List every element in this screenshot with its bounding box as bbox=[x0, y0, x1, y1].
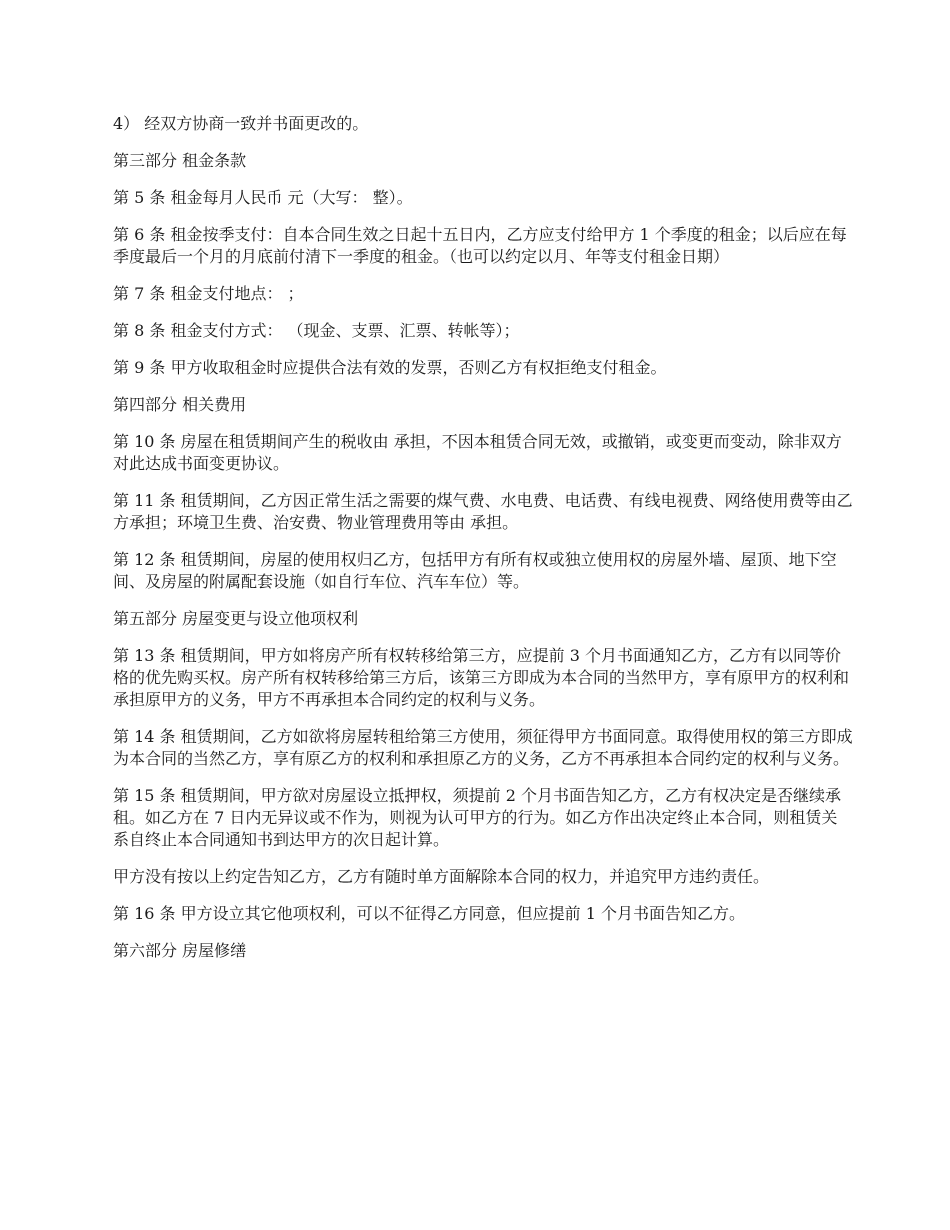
article-16: 第 16 条 甲方设立其它他项权利，可以不征得乙方同意，但应提前 1 个月书面告知乙方。 bbox=[113, 904, 745, 923]
section-heading-fees: 第四部分 相关费用 bbox=[113, 395, 247, 414]
article-15: 第 15 条 租赁期间，甲方欲对房屋设立抵押权，须提前 2 个月书面告知乙方，乙方有权决定是否继续承租。如乙方在 7 日内无异议或不作为，则视为认可甲方的行为。如乙方作出决定终止本合同，则租赁关系自终止本合同通知书到达甲方的次日起计算。 bbox=[113, 786, 841, 849]
clause-4-item: 4） 经双方协商一致并书面更改的。 bbox=[113, 114, 369, 133]
article-10: 第 10 条 房屋在租赁期间产生的税收由 承担，不因本租赁合同无效，或撤销，或变更而变动，除非双方对此达成书面变更协议。 bbox=[113, 432, 842, 473]
article-8: 第 8 条 租金支付方式： （现金、支票、汇票、转帐等）； bbox=[113, 321, 520, 340]
article-11: 第 11 条 租赁期间，乙方因正常生活之需要的煤气费、水电费、电话费、有线电视费、网络使用费等由乙方承担；环境卫生费、治安费、物业管理费用等由 承担。 bbox=[113, 491, 853, 532]
article-6: 第 6 条 租金按季支付：自本合同生效之日起十五日内，乙方应支付给甲方 1 个季度的租金；以后应在每季度最后一个月的月底前付清下一季度的租金。（也可以约定以月、年等支付租金日期） bbox=[113, 225, 847, 266]
article-5: 第 5 条 租金每月人民币 元（大写： 整）。 bbox=[113, 188, 413, 207]
section-heading-changes: 第五部分 房屋变更与设立他项权利 bbox=[113, 609, 359, 628]
article-7: 第 7 条 租金支付地点： ； bbox=[113, 284, 304, 303]
article-9: 第 9 条 甲方收取租金时应提供合法有效的发票，否则乙方有权拒绝支付租金。 bbox=[113, 358, 667, 377]
section-heading-rent: 第三部分 租金条款 bbox=[113, 151, 247, 170]
article-12: 第 12 条 租赁期间，房屋的使用权归乙方，包括甲方有所有权或独立使用权的房屋外墙、屋顶、地下空间、及房屋的附属配套设施（如自行车位、汽车车位）等。 bbox=[113, 550, 837, 591]
article-14: 第 14 条 租赁期间，乙方如欲将房屋转租给第三方使用，须征得甲方书面同意。取得使用权的第三方即成为本合同的当然乙方，享有原乙方的权利和承担原乙方的义务，乙方不再承担本合同约定的权利与义务。 bbox=[113, 727, 853, 768]
document-page bbox=[113, 113, 853, 977]
section-heading-repairs: 第六部分 房屋修缮 bbox=[113, 941, 247, 960]
article-13: 第 13 条 租赁期间，甲方如将房产所有权转移给第三方，应提前 3 个月书面通知乙方，乙方有以同等价格的优先购买权。房产所有权转移给第三方后，该第三方即成为本合同的当然甲方，享有原甲方的权利和承担原甲方的义务，甲方不再承担本合同约定的权利与义务。 bbox=[113, 646, 850, 709]
article-15-note: 甲方没有按以上约定告知乙方，乙方有随时单方面解除本合同的权力，并追究甲方违约责任。 bbox=[113, 867, 770, 886]
